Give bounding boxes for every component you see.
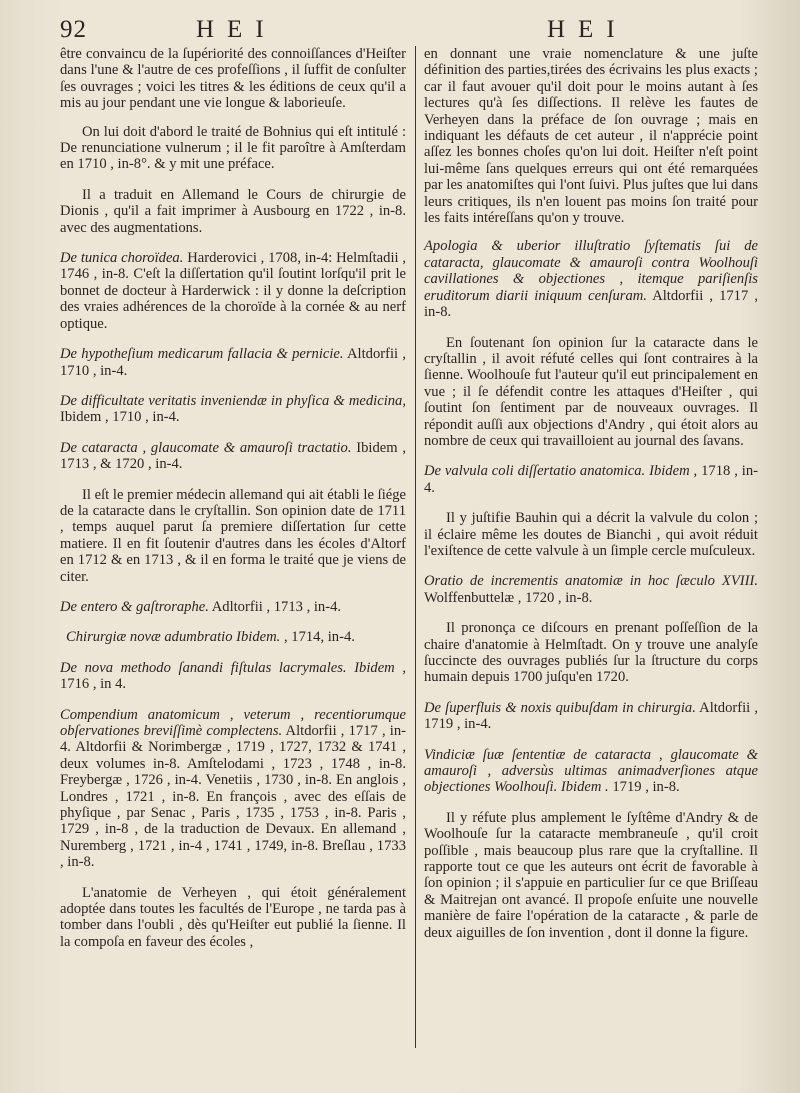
right-column bbox=[424, 46, 758, 955]
entry-title: Compendium anatomicum , veterum , recentiorumque obſervationes breviſſimè complectens. bbox=[60, 706, 406, 739]
entry-title: De valvula coli diſſertatio anatomica. Ibidem , bbox=[424, 463, 698, 480]
bibliography-entry bbox=[424, 573, 758, 606]
paragraph: être convaincu de la ſupériorité des connoiſſances d'Heiſter dans l'une & l'autre de ces profeſſions , il ſuffit de conſulter ſes ouvrages ; voici les titres & les éditions de ceux qu'il a mis au jour pendant une vie longue & laborieuſe. bbox=[60, 46, 406, 112]
left-column bbox=[60, 46, 406, 964]
entry-title: Oratio de incrementis anatomiæ in hoc ſæculo XVIII. bbox=[424, 573, 758, 590]
entry-title: De tunica choroïdea. bbox=[60, 250, 184, 267]
bibliography-entry bbox=[60, 393, 406, 426]
paragraph: Il eſt le premier médecin allemand qui ait établi le ſiége de la cataracte dans le cryſtallin. Son opinion date de 1711 , temps auquel parut ſa premiere diſſertation ſur cette matiere. Il en fit ſoutenir d'autres dans les écoles d'Altorf en 1712 & en 1713 , & il en forma le traité que je viens de citer. bbox=[60, 486, 406, 585]
entry-title: De nova methodo ſanandi fiſtulas lacrymales. Ibidem bbox=[60, 659, 395, 676]
entry-title: Vindiciæ ſuæ ſententiæ de cataracta , glaucomate & amauroſi , adversùs ultimas animadverſiones atque objectiones Woolhouſi. Ibidem . bbox=[424, 746, 758, 796]
entry-title: Apologia & uberior illuſtratio ſyſtematis ſui de cataracta, glaucomate & amauroſi contra Woolhouſi cavillationes & objectiones , itemque pariſienſis eruditorum diarii iniquum cenſuram. bbox=[424, 238, 758, 304]
bibliography-entry bbox=[60, 599, 406, 615]
entry-imprint: , 1714, in-4. bbox=[280, 629, 355, 646]
running-head-left: HEI bbox=[196, 16, 277, 43]
paragraph: Il a traduit en Allemand le Cours de chirurgie de Dionis , qu'il a fait imprimer à Ausbourg en 1722 , in-8. avec des augmentations. bbox=[60, 186, 406, 236]
entry-imprint: Altdorfii , 1717 , in-4. Altdorfii & Norimbergæ , 1719 , 1727, 1732 & 1741 , deux volumes in-8. Amſtelodami , 1723 , 1748 , in-8. Freybergæ , 1726 , in-4. Venetiis , 1730 , in-8. En anglois , Londres , 1721 , in-8. En françois , avec des eſſais de phyſique , par Senac , Paris , 1735 , 1753 , in-8. Paris , 1729 , in-8 , de la traduction de Devaux. En allemand , Nuremberg , 1721 , in-4 , 1741 , 1749, in-8. Breſlau , 1733 , in-8. bbox=[60, 723, 406, 871]
entry-imprint: Harderovici , 1708, in-4: Helmſtadii , 1746 , in-8. C'eſt la diſſertation qu'il ſoutint lorſqu'il prit le bonnet de docteur à Harderwick : il y donne la deſcription des vraies adhérences de la choroïde à la cornée & au nerf optique. bbox=[60, 250, 406, 332]
entry-imprint: Altdorfii , 1717 , in-8. bbox=[424, 287, 758, 321]
page-number: 92 bbox=[60, 16, 87, 43]
bibliography-entry bbox=[60, 660, 406, 693]
entry-title: De entero & gaſtroraphe. bbox=[60, 598, 209, 615]
entry-imprint: , 1716 , in 4. bbox=[60, 659, 407, 693]
entry-imprint: 1719 , in-8. bbox=[608, 779, 680, 796]
entry-imprint: Wolffenbuttelæ , 1720 , in-8. bbox=[424, 589, 593, 606]
entry-imprint: 1718 , in-4. bbox=[424, 463, 758, 496]
bibliography-entry bbox=[424, 238, 758, 320]
paragraph: On lui doit d'abord le traité de Bohnius qui eſt intitulé : De renunciatione vulnerum ; il le fit paroître à Amſterdam en 1710 , in-8°. & y mit une préface. bbox=[60, 123, 406, 173]
entry-imprint: Adltorfii , 1713 , in-4. bbox=[208, 598, 342, 615]
column-divider bbox=[415, 46, 416, 1048]
entry-imprint: Ibidem , 1710 , in-4. bbox=[60, 409, 180, 426]
bibliography-entry bbox=[60, 440, 406, 473]
entry-imprint: Ibidem , 1713 , & 1720 , in-4. bbox=[60, 439, 406, 473]
paragraph: Il y juſtifie Bauhin qui a décrit la valvule du colon ; il éclaire même les doutes de Bianchi , qui avoit réduit l'exiſtence de cette valvule à un ſimple cercle muſculeux. bbox=[424, 510, 758, 559]
entry-title: De cataracta , glaucomate & amauroſi tractatio. bbox=[60, 439, 352, 456]
bibliography-entry bbox=[424, 463, 758, 496]
bibliography-entry bbox=[60, 707, 406, 871]
bibliography-entry bbox=[424, 747, 758, 796]
paragraph: L'anatomie de Verheyen , qui étoit généralement adoptée dans toutes les facultés de l'Europe , ne tarda pas à tomber dans l'oubli , dès qu'Heiſter eut publié la ſienne. Il la compoſa en faveur des écoles , bbox=[60, 884, 406, 950]
paragraph: Il prononça ce diſcours en prenant poſſeſſion de la chaire d'anatomie à Helmſtadt. On y trouve une analyſe ſuccincte des ouvrages publiés ſur la ſtructure du corps humain depuis 1700 juſqu'en 1720. bbox=[424, 620, 758, 686]
entry-imprint: Altdorfii , 1719 , in-4. bbox=[424, 699, 758, 733]
entry-title: De ſuperfluis & noxis quibuſdam in chirurgia. bbox=[424, 699, 696, 716]
entry-title: De difficultate veritatis inveniendæ in phyſica & medicina, bbox=[60, 392, 406, 409]
paragraph: Il y réfute plus amplement le ſyſtême d'Andry & de Woolhouſe ſur la cataracte membraneuſe , qu'il croit poſſible , mais beaucoup plus rare que la cryſtalline. Il rapporte tout ce que les auteurs ont écrit de favorable à ſon opinion ; il s'appuie en particulier ſur ce que Briſſeau & Maitrejan ont avancé. Il propoſe enſuite une nouvelle manière de faire l'opération de la cataracte , & parle de deux aiguilles de ſon invention , dont il donne la figure. bbox=[424, 809, 758, 941]
bibliography-entry bbox=[60, 250, 406, 332]
paragraph: En ſoutenant ſon opinion ſur la cataracte dans le cryſtallin , il avoit réfuté celles qui ſont contraires à la ſienne. Woolhouſe fut l'auteur qu'il eut principalement en vue ; il ſe défendit contre les attaques d'Heiſter , qui ſoutint ſon ſentiment par de nouveaux ouvrages. Il répondit auſſi aux objections d'Andry , qui étoit alors au nombre de ceux qui travailloient au journal des ſavans. bbox=[424, 334, 758, 449]
paragraph: en donnant une vraie nomenclature & une juſte définition des parties,tirées des écrivains les plus exacts ; car il faut avouer qu'il doit pour le moins autant à ſes lectures qu'à ſes diſſections. Il relève les fautes de Verheyen dans la préface de ſon ouvrage ; mais en indiquant les défauts de cet auteur , il n'apprécie point aſſez les bonnes choſes qu'on lui doit. Heiſter n'eſt point lui-même ſans quelques erreurs qui ont été remarquées par les anatomiſtes qui l'ont ſuivi. Plus juſtes que lui dans leurs critiques, ils n'en louent pas moins ſon traité pour les faits intéreſſans qu'on y trouve. bbox=[424, 46, 758, 227]
bibliography-entry bbox=[60, 629, 406, 645]
entry-title: Chirurgiæ novæ adumbratio Ibidem. bbox=[66, 629, 281, 646]
bibliography-entry bbox=[424, 700, 758, 733]
entry-title: De hypotheſium medicarum fallacia & pernicie. bbox=[60, 346, 344, 363]
entry-imprint: Altdorfii , 1710 , in-4. bbox=[60, 346, 406, 379]
page-header bbox=[0, 12, 800, 48]
running-head-right: HEI bbox=[547, 16, 628, 43]
bibliography-entry bbox=[60, 346, 406, 379]
